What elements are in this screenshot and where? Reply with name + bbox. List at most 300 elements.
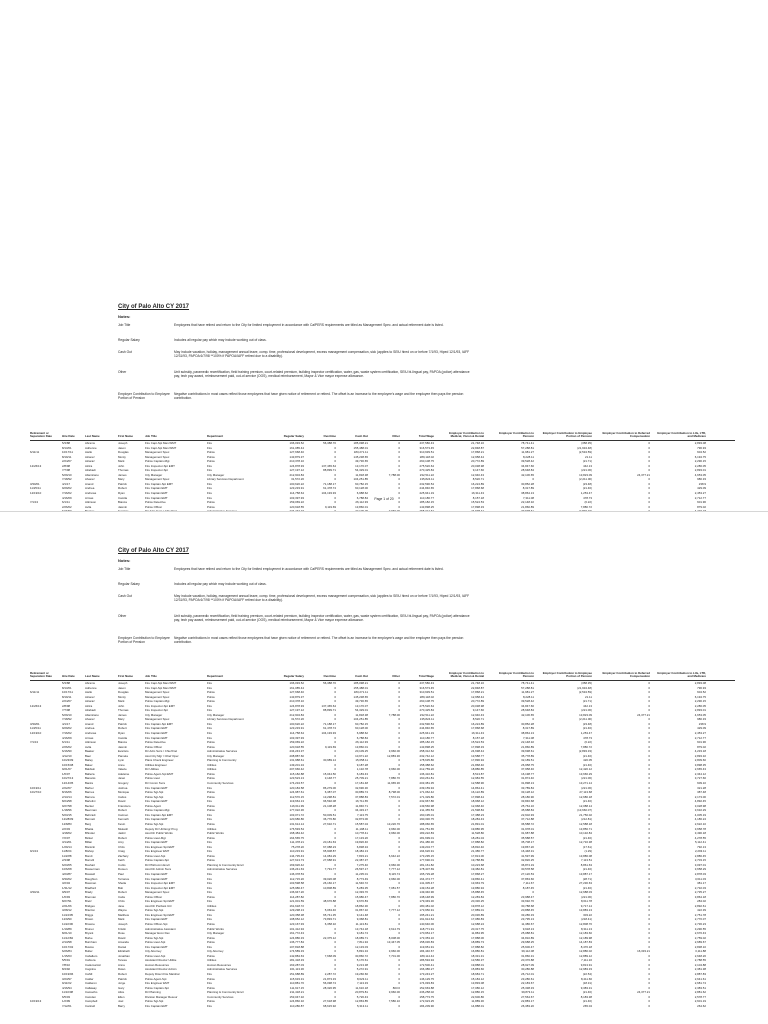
life-ltd-medicare-cell: 2,665.43: [694, 767, 706, 772]
medical-contribution-cell: 22,848.87: [471, 445, 484, 450]
last-name-cell: Avila: [85, 744, 92, 749]
last-name-cell: Bisnicki: [85, 844, 95, 849]
regular-salary-cell: 174,234.57: [289, 781, 304, 786]
col-header: Other: [392, 674, 400, 679]
job-title-cell: Fire Captain EMT: [145, 871, 168, 876]
deferred-comp-cell: 0: [648, 708, 650, 713]
job-title-cell: Fire Captain EMT: [145, 944, 168, 949]
overtime-cell: 56,388.70: [323, 441, 336, 445]
department-cell: Utilities: [207, 826, 217, 831]
cash-out-cell: 22,387.37: [355, 858, 368, 863]
medical-contribution-cell: 11,528.80: [471, 831, 484, 836]
life-ltd-medicare-cell: 3,658.29: [694, 867, 706, 872]
notes-heading: Notes:: [118, 558, 131, 563]
overtime-cell: 137,465.64: [321, 703, 336, 708]
regular-salary-cell: 108,652.12: [289, 917, 304, 922]
overtime-cell: 68,615.92: [323, 1003, 336, 1008]
employee-pension-cell: 303.22: [583, 912, 592, 917]
hire-date-cell: 11/8/04: [62, 849, 72, 854]
hire-date-cell: 3/23/97: [62, 976, 72, 981]
total-wage-cell: 190,330.75: [419, 817, 434, 822]
life-ltd-medicare-cell: 264.62: [697, 1003, 706, 1008]
total-wage-cell: 184,209.90: [419, 1003, 434, 1008]
overtime-cell: 5,063.46: [324, 908, 336, 913]
job-title-cell: Police Sgt-Spt: [145, 794, 164, 799]
regular-salary-cell: 110,881.76: [289, 981, 304, 986]
last-name-cell: Browne: [85, 921, 95, 926]
department-cell: Police: [207, 500, 215, 505]
regular-salary-cell: 131,614.14: [289, 821, 304, 826]
deferred-comp-cell: 0: [648, 504, 650, 509]
overtime-cell: 9,119.69: [324, 504, 336, 509]
pension-contribution-cell: 32,189.51: [521, 758, 534, 763]
overtime-cell: 0: [334, 831, 336, 836]
deferred-comp-cell: 0: [648, 981, 650, 986]
medical-contribution-cell: 17,813.06: [471, 853, 484, 858]
note-job-title: Job Title Employees that have retired and return to the City for limited employment in accordance with CalPERS requirements are titled as Management Spec. and actual retirement date is listed.: [118, 323, 444, 327]
last-name-cell: Bryant: [85, 931, 94, 936]
cash-out-cell: 104,251.85: [353, 477, 368, 482]
job-title-cell: Deputy Dir Util Engr Prog: [145, 826, 178, 831]
department-cell: Fire: [207, 703, 212, 708]
other-cell: 0: [398, 504, 400, 509]
deferred-comp-cell: 0: [648, 454, 650, 459]
job-title-cell: Police Agent-Spt: [145, 976, 167, 981]
col-header: First Name: [118, 674, 133, 679]
life-ltd-medicare-cell: 3,611.03: [694, 876, 706, 881]
pension-contribution-cell: 38,864.13: [521, 491, 534, 496]
deferred-comp-cell: 0: [648, 799, 650, 804]
other-cell: 0: [398, 486, 400, 491]
total-wage-cell: 178,407.69: [419, 867, 434, 872]
document-title: City of Palo Alto CY 2017: [118, 304, 190, 310]
hire-date-cell: 4/18/02: [62, 831, 72, 836]
first-name-cell: Mark: [118, 917, 125, 922]
total-wage-cell: 172,923.25: [419, 999, 434, 1004]
total-wage-cell: 186,594.94: [419, 958, 434, 963]
life-ltd-medicare-cell: 879.02: [697, 744, 706, 749]
life-ltd-medicare-cell: 796.93: [697, 445, 706, 450]
medical-contribution-cell: 16,311.43: [471, 731, 484, 736]
total-wage-cell: 135,824.11: [419, 717, 434, 722]
regular-salary-cell: 114,758.64: [289, 731, 304, 736]
regular-salary-cell: 125,980.47: [289, 885, 304, 890]
department-cell: Fire: [207, 726, 212, 731]
last-name-cell: Bartolini: [85, 799, 96, 804]
department-cell: Police: [207, 776, 215, 781]
medical-contribution-cell: 17,868.21: [471, 690, 484, 695]
medical-contribution-cell: 18,880.85: [471, 767, 484, 772]
regular-salary-cell: 143,879.37: [289, 454, 304, 459]
cash-out-cell: 60,782.15: [355, 481, 368, 486]
cash-out-cell: 183,271.11: [353, 450, 368, 455]
last-name-cell: Balleza: [85, 771, 95, 776]
last-name-cell: Bretz: [85, 899, 92, 904]
regular-salary-cell: 176,593.54: [289, 826, 304, 831]
regular-salary-cell: 234,243.37: [289, 749, 304, 754]
overtime-cell: 0: [334, 958, 336, 963]
medical-contribution-cell: 20,038.98: [471, 703, 484, 708]
department-cell: Planning & Community Envir: [207, 990, 244, 995]
employee-pension-cell: 8,611.78: [580, 899, 592, 904]
other-cell: 7,777.12: [388, 908, 400, 913]
job-title-cell: Fire Inspector-Spt: [145, 468, 168, 473]
separation-date-cell: 7/1/13: [30, 740, 39, 745]
cash-out-cell: 145,238.65: [353, 454, 368, 459]
employee-pension-cell: 21.11: [584, 454, 592, 459]
other-cell: 0: [398, 454, 400, 459]
medical-contribution-cell: 17,868.21: [471, 450, 484, 455]
employee-pension-cell: 13,856.71: [579, 826, 592, 831]
department-cell: Fire: [207, 445, 212, 450]
department-cell: Police: [207, 690, 215, 695]
last-name-cell: Borrelli: [85, 858, 94, 863]
note-other: Other Unit subsidy, paramedic recertification, field training premium, court-related premium, building inspector certification, water, gas, waste system certification, SEIU bi-lingual pay, PAPOA (police) attendance pay, tech pay award, reimbursement paid, out-of-service (OOS), medical reimbursement, Mayor & Vice mayor expense allowance.: [118, 614, 470, 623]
regular-salary-cell: 127,197.12: [289, 468, 304, 473]
cash-out-cell: 5,726.43: [356, 994, 368, 999]
last-name-cell: Armas: [85, 495, 94, 500]
employee-pension-cell: (21.46): [582, 726, 592, 731]
other-cell: 0: [398, 445, 400, 450]
employee-pension-cell: 7,880.72: [580, 504, 592, 509]
first-name-cell: Jane: [118, 903, 125, 908]
overtime-cell: 0: [334, 903, 336, 908]
other-cell: 0: [398, 758, 400, 763]
overtime-cell: 0: [334, 454, 336, 459]
regular-salary-cell: 207,666.42: [289, 767, 304, 772]
pension-contribution-cell: 22,883.17: [521, 999, 534, 1004]
hire-date-cell: 7/2/07: [62, 835, 71, 840]
pension-contribution-cell: 31,860.31: [521, 953, 534, 958]
job-title-cell: Fire Captain EMT: [145, 876, 168, 881]
medical-contribution-cell: 16,224.89: [471, 721, 484, 726]
job-title-cell: Management Spec: [145, 717, 170, 722]
pension-contribution-cell: 39,873.11: [521, 990, 534, 995]
col-header: First Name: [118, 434, 133, 439]
pension-contribution-cell: 7,111.67: [523, 881, 534, 886]
medical-contribution-cell: 19,886.95: [471, 826, 484, 831]
medical-contribution-cell: 22,600.86: [471, 994, 484, 999]
first-name-cell: Pamela: [118, 753, 128, 758]
regular-salary-cell: 196,093.52: [289, 441, 304, 445]
cash-out-cell: 1,132.78: [356, 767, 368, 772]
deferred-comp-cell: 0: [648, 881, 650, 886]
life-ltd-medicare-cell: 4,186.24: [694, 817, 706, 822]
life-ltd-medicare-cell: 792.13: [697, 844, 706, 849]
col-header: Last Name: [85, 434, 100, 439]
total-wage-cell: 184,440.67: [419, 949, 434, 954]
cash-out-cell: 6,788.84: [356, 735, 368, 740]
first-name-cell: Jasbir: [118, 831, 126, 836]
other-cell: 13,226.76: [387, 821, 400, 826]
deferred-comp-cell: 0: [648, 685, 650, 690]
department-cell: Utilities: [207, 903, 217, 908]
employee-pension-cell: (18.31): [582, 981, 592, 986]
hire-date-cell: 2/3/98: [62, 858, 71, 863]
life-ltd-medicare-cell: 3,290.55: [694, 926, 706, 931]
other-cell: 0: [398, 994, 400, 999]
other-cell: 12,883.30: [387, 753, 400, 758]
first-name-cell: Jorge: [118, 981, 126, 986]
medical-contribution-cell: 8,513.87: [472, 771, 484, 776]
overtime-cell: 0: [334, 944, 336, 949]
job-title-cell: Dir Comm Svcs: [145, 781, 166, 786]
overtime-cell: 27,618.98: [323, 999, 336, 1004]
job-title-cell: Dir Pl&Comm Envir: [145, 862, 170, 867]
department-cell: City Manager: [207, 472, 225, 477]
cash-out-cell: 11,198.11: [355, 826, 368, 831]
other-cell: 13,447.05: [387, 940, 400, 945]
department-cell: Police: [207, 808, 215, 813]
employee-pension-cell: 12,808.76: [579, 921, 592, 926]
first-name-cell: Robert: [118, 486, 127, 491]
table-row: [30, 1004, 735, 1009]
cash-out-cell: 5,176.61: [356, 958, 368, 963]
life-ltd-medicare-cell: 3,028.98: [694, 803, 706, 808]
overtime-cell: 14,084.29: [323, 853, 336, 858]
other-cell: 0: [398, 981, 400, 986]
pension-contribution-cell: 28,648.84: [521, 468, 534, 473]
hire-date-cell: 1/19/89: [62, 926, 72, 931]
job-title-cell: Management Spec: [145, 890, 170, 895]
department-cell: Police: [207, 935, 215, 940]
first-name-cell: Mary: [118, 477, 125, 482]
last-name-cell: Brierlon: [85, 908, 95, 913]
last-name-cell: Andrea: [85, 486, 95, 491]
deferred-comp-cell: 0: [648, 500, 650, 505]
last-name-cell: Aiello: [85, 450, 93, 455]
total-wage-cell: 244,840.65: [419, 726, 434, 731]
overtime-cell: 0: [334, 472, 336, 477]
cash-out-cell: 5,272.91: [356, 967, 368, 972]
last-name-cell: Brunet: [85, 926, 94, 931]
employee-pension-cell: (21,934.48): [577, 445, 592, 450]
hire-date-cell: 5/3/88: [62, 681, 71, 685]
pension-contribution-cell: 23,795.13: [521, 917, 534, 922]
regular-salary-cell: 161,618.72: [289, 903, 304, 908]
medical-contribution-cell: 21,868.40: [471, 762, 484, 767]
medical-contribution-cell: 17,080.12: [471, 985, 484, 990]
hire-date-cell: 7/7/98: [62, 468, 71, 473]
regular-salary-cell: 159,069.22: [289, 500, 304, 505]
life-ltd-medicare-cell: 4,233.18: [694, 749, 706, 754]
department-cell: Fire: [207, 812, 212, 817]
note-cash-out: Cash Out May include vacation, holiday, management annual leave, comp. time, professional development, excess management compensation, sick (applies to SEIU hired on or before 7/1/93, Hiped 12/1/93, IAFF 12/31/93, PAPOA 6/7/98 **100% if PAPOA/IAFF retired due to a disability).: [118, 594, 470, 603]
job-title-cell: Police Lieut: [145, 776, 160, 781]
overtime-cell: 0: [334, 699, 336, 704]
pension-contribution-cell: 8,228.11: [522, 454, 534, 459]
hire-date-cell: 11/2/88: [62, 853, 72, 858]
employee-pension-cell: 12,189.98: [579, 935, 592, 940]
last-name-cell: Baldwin: [85, 767, 96, 772]
life-ltd-medicare-cell: 2,712.77: [694, 495, 706, 500]
job-title-cell: Fire Captain EMT: [145, 495, 168, 500]
total-wage-cell: 110,186.77: [419, 735, 434, 740]
hire-date-cell: 6/23/05: [62, 862, 72, 867]
hire-date-cell: 9/27/98: [62, 803, 72, 808]
job-title-cell: City Manager: [145, 472, 163, 477]
regular-salary-cell: 143,879.37: [289, 694, 304, 699]
cash-out-cell: 60,128.00: [355, 486, 368, 491]
hire-date-cell: 10/17/11: [62, 690, 74, 695]
other-cell: 7,580.10: [388, 999, 400, 1004]
life-ltd-medicare-cell: 601.96: [697, 740, 706, 745]
first-name-cell: Douglas: [118, 690, 129, 695]
life-ltd-medicare-cell: 2,681.74: [694, 981, 706, 986]
life-ltd-medicare-cell: 2,893.01: [694, 708, 706, 713]
job-title-cell: Asst Dir Public Works: [145, 831, 173, 836]
deferred-comp-cell: 0: [648, 491, 650, 496]
pension-contribution-cell: 7,311.08: [522, 735, 534, 740]
deferred-comp-cell: 0: [648, 912, 650, 917]
department-cell: Fire: [207, 890, 212, 895]
separation-date-cell: 7/1/13: [30, 500, 39, 505]
first-name-cell: James: [118, 712, 127, 717]
job-title-cell: Fire Capt-Spt Man.WMT: [145, 685, 177, 690]
deferred-comp-cell: 0: [648, 758, 650, 763]
hire-date-cell: 7/12/01: [62, 1003, 72, 1008]
other-cell: 0: [398, 477, 400, 482]
job-title-cell: Manager Econ Dev: [145, 931, 170, 936]
other-cell: 3,960.00: [388, 876, 400, 881]
hire-date-cell: 7/18/92: [62, 717, 72, 722]
pension-contribution-cell: 7,311.08: [522, 495, 534, 500]
last-name-cell: Alvarez: [85, 477, 95, 482]
deferred-comp-cell: 0: [648, 771, 650, 776]
cash-out-cell: 8,773.49: [356, 876, 368, 881]
hire-date-cell: 10/6/08: [62, 867, 72, 872]
employee-pension-cell: 10,132.84: [579, 831, 592, 836]
life-ltd-medicare-cell: 980.33: [697, 717, 706, 722]
life-ltd-medicare-cell: 238.9: [698, 721, 706, 726]
regular-salary-cell: 75,278.20: [291, 844, 304, 849]
pension-contribution-cell: 30,788.68: [521, 903, 534, 908]
overtime-cell: 6,387.07: [324, 790, 336, 795]
total-wage-cell: 189,114.44: [419, 953, 434, 958]
first-name-cell: Kristin: [118, 926, 127, 931]
employee-pension-cell: 1,253.47: [580, 491, 592, 496]
col-header: Job Title: [145, 674, 157, 679]
other-cell: 0: [398, 491, 400, 496]
job-title-cell: Police Lieut-Spt: [145, 953, 166, 958]
deferred-comp-cell: 0: [648, 921, 650, 926]
hire-date-cell: 9/11/02: [62, 981, 72, 986]
other-cell: 0: [398, 840, 400, 845]
hire-date-cell: 7/16/02: [62, 491, 72, 496]
deferred-comp-cell: 0: [648, 762, 650, 767]
total-wage-cell: 275,520.64: [419, 703, 434, 708]
regular-salary-cell: 124,878.93: [289, 703, 304, 708]
separation-date-cell: 10/27/10: [30, 790, 42, 795]
first-name-cell: Paul: [118, 871, 124, 876]
col-header: Cash Out: [355, 434, 368, 439]
department-cell: Police: [207, 858, 215, 863]
department-cell: City Manager: [207, 753, 225, 758]
first-name-cell: Monty: [118, 454, 126, 459]
life-ltd-medicare-cell: 796.93: [697, 685, 706, 690]
separation-date-cell: 12/26/13: [30, 703, 42, 708]
employee-pension-cell: (17.61): [582, 844, 592, 849]
life-ltd-medicare-cell: 2,344.12: [694, 771, 706, 776]
total-wage-cell: 152,663.88: [419, 985, 434, 990]
regular-salary-cell: 123,523.13: [289, 776, 304, 781]
job-title-cell: Police Captain-Mgt: [145, 459, 170, 464]
first-name-cell: Camila: [118, 495, 127, 500]
employee-pension-cell: (358.35): [581, 441, 592, 445]
total-wage-cell: 171,062.42: [419, 790, 434, 795]
other-cell: 0: [398, 803, 400, 808]
regular-salary-cell: 123,233.91: [289, 486, 304, 491]
hire-date-cell: 4/16/09: [62, 735, 72, 740]
last-name-cell: Bosserman: [85, 867, 100, 872]
pension-contribution-cell: 78,741.41: [521, 681, 534, 685]
pension-contribution-cell: 30,852.28: [521, 481, 534, 486]
job-title-cell: Police Officer: [145, 894, 163, 899]
life-ltd-medicare-cell: 4,005.19: [694, 812, 706, 817]
first-name-cell: Patrick: [118, 481, 127, 486]
pension-contribution-cell: 21,860.89: [521, 744, 534, 749]
deferred-comp-cell: 0: [648, 441, 650, 445]
medical-contribution-cell: 17,889.01: [471, 908, 484, 913]
department-cell: Fire: [207, 785, 212, 790]
other-cell: 0: [398, 858, 400, 863]
department-cell: Fire: [207, 708, 212, 713]
medical-contribution-cell: 17,888.82: [471, 944, 484, 949]
pension-contribution-cell: 57,288.81: [521, 445, 534, 450]
first-name-cell: Carla: [118, 894, 125, 899]
cash-out-cell: 5,313.11: [356, 1003, 368, 1008]
separation-date-cell: 3/30/01: [30, 721, 40, 726]
overtime-cell: 39,026.08: [323, 876, 336, 881]
hire-date-cell: 12/9/90: [62, 917, 72, 922]
job-title-cell: Fire Captain-Spt EMT: [145, 481, 173, 486]
cash-out-cell: 20,109.25: [355, 749, 368, 754]
life-ltd-medicare-cell: 2,735.27: [694, 890, 706, 895]
first-name-cell: Bianca: [118, 740, 127, 745]
employee-pension-cell: (21.46): [582, 835, 592, 840]
regular-salary-cell: 110,280.87: [289, 1003, 304, 1008]
other-cell: 0: [398, 762, 400, 767]
separation-date-cell: 9/1/13: [30, 849, 39, 854]
department-cell: Fire: [207, 871, 212, 876]
overtime-cell: 50,009.51: [323, 812, 336, 817]
total-wage-cell: 181,161.82: [419, 862, 434, 867]
employee-pension-cell: 14,187.83: [579, 940, 592, 945]
separation-date-cell: 10/19/11: [30, 785, 42, 790]
life-ltd-medicare-cell: 2,601.19: [694, 999, 706, 1004]
other-cell: 0: [398, 844, 400, 849]
deferred-comp-cell: 24,377.21: [637, 472, 650, 477]
first-name-cell: Zachary: [118, 853, 129, 858]
job-title-cell: Fire Captain EMT: [145, 1003, 168, 1008]
last-name-cell: Alvarez: [85, 717, 95, 722]
pension-contribution-cell: 22,148.32: [521, 500, 534, 505]
department-cell: Community Services: [207, 781, 234, 786]
deferred-comp-cell: 0: [648, 468, 650, 473]
pension-contribution-cell: 16,198.77: [521, 771, 534, 776]
first-name-cell: Dawn: [118, 967, 126, 972]
first-name-cell: Robert: [118, 808, 127, 813]
regular-salary-cell: 111,478.21: [289, 840, 304, 845]
medical-contribution-cell: 17,898.33: [471, 744, 484, 749]
life-ltd-medicare-cell: 2,881.62: [694, 990, 706, 995]
hire-date-cell: 8/16/06: [62, 790, 72, 795]
table-header: [30, 660, 735, 680]
total-wage-cell: 232,590.54: [419, 481, 434, 486]
medical-contribution-cell: 8,520.71: [472, 717, 484, 722]
deferred-comp-cell: 0: [648, 967, 650, 972]
department-cell: Police: [207, 699, 215, 704]
